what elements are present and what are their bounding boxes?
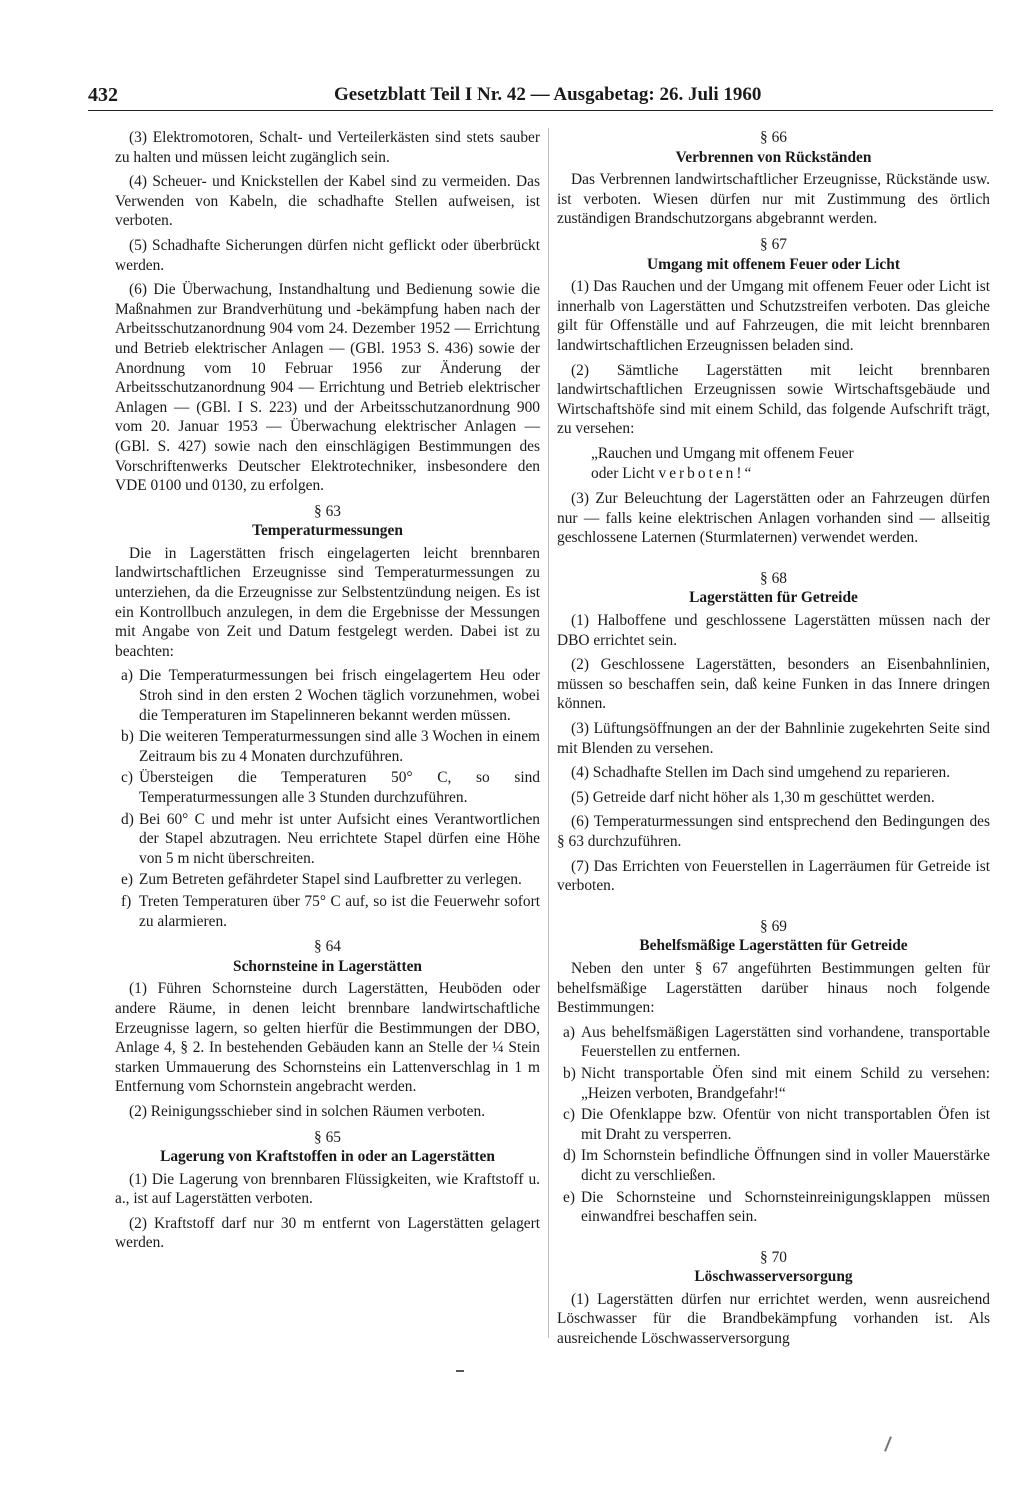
list-item: [115, 666, 540, 725]
list-item: [115, 768, 540, 807]
list-item-text: Die Temperaturmessungen bei frisch eingelagertem Heu oder Stroh sind in den ersten 2 Wochen täglich vorzunehmen, wobei die Temperaturen im Stapelinneren bekannt werden müssen.: [139, 667, 540, 724]
paragraph: (2) Kraftstoff darf nur 30 m entfernt von Lagerstätten gelagert werden.: [115, 1214, 540, 1252]
paragraph: (4) Schadhafte Stellen im Dach sind umgehend zu reparieren.: [571, 764, 951, 782]
list-item: [557, 1188, 990, 1227]
list-item-text: Treten Temperaturen über 75° C auf, so ist die Feuerwehr sofort zu alarmieren.: [139, 892, 540, 930]
section-title: Verbrennen von Rückständen: [675, 148, 872, 166]
section-number: § 65: [314, 1128, 341, 1146]
list-item-text: Im Schornstein befindliche Öffnungen sind in voller Mauerstärke dicht zu verschließen.: [581, 1147, 990, 1184]
section-title: Umgang mit offenem Feuer oder Licht: [647, 255, 900, 273]
list-item-marker: c): [563, 1106, 575, 1124]
list-item-marker: b): [563, 1064, 576, 1082]
running-title: Gesetzblatt Teil I Nr. 42 — Ausgabetag: 26. Juli 1960: [334, 84, 762, 105]
section-number: § 70: [760, 1248, 787, 1266]
paragraph: (1) Halboffene und geschlossene Lagerstätten müssen nach der DBO errichtet sein.: [557, 612, 990, 649]
quote-text: oder Licht: [591, 464, 659, 482]
paragraph: (3) Lüftungsöffnungen an der der Bahnlinie zugekehrten Seite sind mit Blenden zu versehen.: [557, 720, 990, 757]
section-number: § 63: [314, 502, 341, 520]
list-item-text: Aus behelfsmäßigen Lagerstätten sind vorhandene, transportable Feuerstellen zu entfernen.: [581, 1023, 990, 1061]
paragraph: (5) Getreide darf nicht höher als 1,30 m geschüttet werden.: [571, 788, 935, 806]
paragraph: (1) Lagerstätten dürfen nur errichtet werden, wenn ausreichend Löschwasser für die Brandbekämpfung vorhanden ist. Als ausreichende Löschwasserversorgung: [557, 1290, 990, 1348]
paragraph: Das Verbrennen landwirtschaftlicher Erzeugnisse, Rückstände usw. ist verboten. Wiesen dürfen nur mit Zustimmung des örtlich zuständigen Brandschutzorgans abgebrannt werden.: [557, 171, 990, 228]
paragraph: (3) Zur Beleuchtung der Lagerstätten oder an Fahrzeugen dürfen nur — falls keine elektrischen Anlagen vorhanden sind — allseitig geschlossene Laternen (Sturmlaternen) verwendet werden.: [557, 490, 990, 547]
paragraph: (2) Geschlossene Lagerstätten, besonders an Eisenbahnlinien, müssen so beschaffen sein, daß keine Funken in das Innere dringen können.: [557, 656, 990, 713]
list-item-marker: e): [563, 1188, 575, 1206]
paragraph: (4) Scheuer- und Knickstellen der Kabel sind zu vermeiden. Das Verwenden von Kabeln, die schadhafte Stellen aufweisen, ist verboten.: [115, 173, 540, 230]
paragraph: (5) Schadhafte Sicherungen dürfen nicht geflickt oder überbrückt werden.: [115, 236, 540, 274]
list-item: [557, 1146, 990, 1185]
paragraph: (6) Die Überwachung, Instandhaltung und Bedienung sowie die Maßnahmen zur Brandverhütung und -bekämpfung haben nach der Arbeitsschutzanordnung 904 vom 24. Dezember 1952 — Errichtung und Betrieb elektrischer Anlagen — (GBl. 1953 S. 436) sowie der Anordnung vom 10 Februar 1956 zur Änderung der Arbeitsschutzanordnung 904 — Errichtung und Betrieb elektrischer Anlagen — (GBl. I S. 223) und der Arbeitsschutzanordnung 900 vom 20. Januar 1953 — Überwachung elektrischer Anlagen — (GBl. S. 427) sowie nach den einschlägigen Bestimmungen des Vorschriftenwerks Deutscher Elektrotechniker, insbesondere den VDE 0100 und 0130, zu erfolgen.: [115, 281, 540, 495]
section-number: § 67: [760, 235, 787, 253]
section-title: Behelfsmäßige Lagerstätten für Getreide: [639, 937, 908, 955]
list-item-marker: c): [121, 769, 133, 787]
list-item-text: Die Ofenklappe bzw. Ofentür von nicht transportablen Öfen ist mit Draht zu versperren.: [581, 1106, 990, 1143]
sign-quote: [591, 444, 990, 483]
list-item: [557, 1105, 990, 1144]
section-number: § 66: [760, 129, 787, 146]
item-list: [557, 1023, 990, 1227]
list-item-text: Nicht transportable Öfen sind mit einem Schild zu versehen: „Heizen verboten, Brandgefahr!“: [581, 1064, 990, 1102]
section-title: Lagerstätten für Getreide: [689, 589, 858, 607]
list-item: [115, 810, 540, 869]
page-number: 432: [88, 84, 118, 106]
paragraph: Neben den unter § 67 angeführten Bestimmungen gelten für behelfsmäßige Lagerstätten darüber hinaus noch folgende Bestimmungen:: [557, 959, 990, 1017]
paragraph: (6) Temperaturmessungen sind entsprechend den Bedingungen des § 63 durchzuführen.: [557, 813, 990, 850]
list-item-marker: f): [121, 892, 132, 910]
section-number: § 69: [760, 917, 787, 935]
list-item-marker: a): [563, 1023, 575, 1041]
paragraph: (1) Das Rauchen und der Umgang mit offenem Feuer oder Licht ist innerhalb von Lagerstätten und Schutzstreifen verboten. Das gleiche gilt für Offenställe und auf Fahrzeugen, die mit leicht brennbaren landwirtschaftlichen Erzeugnissen beladen sind.: [557, 278, 990, 354]
paragraph: (2) Sämtliche Lagerstätten mit leicht brennbaren landwirtschaftlichen Erzeugnissen sowie Wirtschaftsgebäude und Wirtschaftshöfe sind mit einem Schild, das folgende Aufschrift trägt, zu versehen:: [557, 361, 990, 438]
paragraph: Die in Lagerstätten frisch eingelagerten leicht brennbaren landwirtschaftlichen Erzeugnisse sind Temperaturmessungen zu unterziehen, da die Erzeugnisse zur Selbstentzündung neigen. Es ist ein Kontrollbuch anzulegen, in dem die Ergebnisse der Messungen mit Angabe von Zeit und Datum festgelegt werden. Dabei ist zu beachten:: [115, 544, 540, 660]
list-item-marker: e): [121, 871, 133, 889]
paragraph: (1) Führen Schornsteine durch Lagerstätten, Heuböden oder andere Räume, in denen leicht brennbare landwirtschaftliche Erzeugnisse lagern, so gelten hierfür die Bestimmungen der DBO, Anlage 4, § 2. In bestehenden Gebäuden kann an Stelle der ¼ Stein starken Ummauerung des Schornsteins ein Lattenverschlag in 1 m Entfernung vom Schornstein angebracht werden.: [115, 980, 540, 1096]
list-item: [557, 1023, 990, 1062]
paragraph: (7) Das Errichten von Feuerstellen in Lagerräumen für Getreide ist verboten.: [557, 857, 990, 895]
right-column: [557, 128, 990, 1354]
list-item: [115, 870, 540, 890]
section-title: Temperaturmessungen: [252, 522, 403, 540]
print-mark: [456, 1370, 464, 1372]
list-item: [115, 727, 540, 766]
quote-line: „Rauchen und Umgang mit offenem Feuer: [591, 444, 854, 462]
page-header: [88, 84, 993, 111]
item-list: [115, 666, 540, 931]
section-title: Lagerung von Kraftstoffen in oder an Lagerstätten: [160, 1148, 495, 1166]
list-item-text: Die weiteren Temperaturmessungen sind alle 3 Wochen in einem Zeitraum bis zu 4 Monaten durchzuführen.: [139, 728, 540, 765]
quote-line: [591, 464, 990, 484]
section-title: Löschwasserversorgung: [694, 1268, 853, 1286]
column-divider: [548, 128, 549, 1338]
section-number: § 68: [760, 569, 787, 587]
left-column: [115, 128, 540, 1258]
list-item-text: Zum Betreten gefährdeter Stapel sind Laufbretter zu verlegen.: [139, 871, 522, 889]
list-item: [115, 892, 540, 931]
section-number: § 64: [314, 938, 341, 956]
print-mark: [884, 1436, 892, 1452]
list-item: [557, 1064, 990, 1103]
paragraph: (2) Reinigungsschieber sind in solchen Räumen verboten.: [129, 1102, 486, 1120]
list-item-marker: d): [121, 810, 134, 828]
paragraph: (1) Die Lagerung von brennbaren Flüssigkeiten, wie Kraftstoff u. a., ist auf Lagerstätten verboten.: [115, 1170, 540, 1208]
quote-close: “: [744, 464, 752, 482]
list-item-marker: d): [563, 1147, 576, 1165]
list-item-marker: b): [121, 728, 134, 746]
quote-emphasis: verboten!: [658, 464, 745, 482]
paragraph: (3) Elektromotoren, Schalt- und Verteilerkästen sind stets sauber zu halten und müssen leicht zugänglich sein.: [115, 129, 540, 166]
list-item-text: Übersteigen die Temperaturen 50° C, so sind Temperaturmessungen alle 3 Stunden durchzuführen.: [139, 769, 540, 806]
section-title: Schornsteine in Lagerstätten: [233, 957, 422, 975]
list-item-text: Bei 60° C und mehr ist unter Aufsicht eines Verantwortlichen der Stapel abzutragen. Neu errichtete Stapel dürfen eine Höhe von 5 m nicht überschreiten.: [139, 810, 540, 867]
list-item-marker: a): [121, 667, 133, 685]
list-item-text: Die Schornsteine und Schornsteinreinigungsklappen müssen einwandfrei beschaffen sein.: [581, 1188, 990, 1226]
